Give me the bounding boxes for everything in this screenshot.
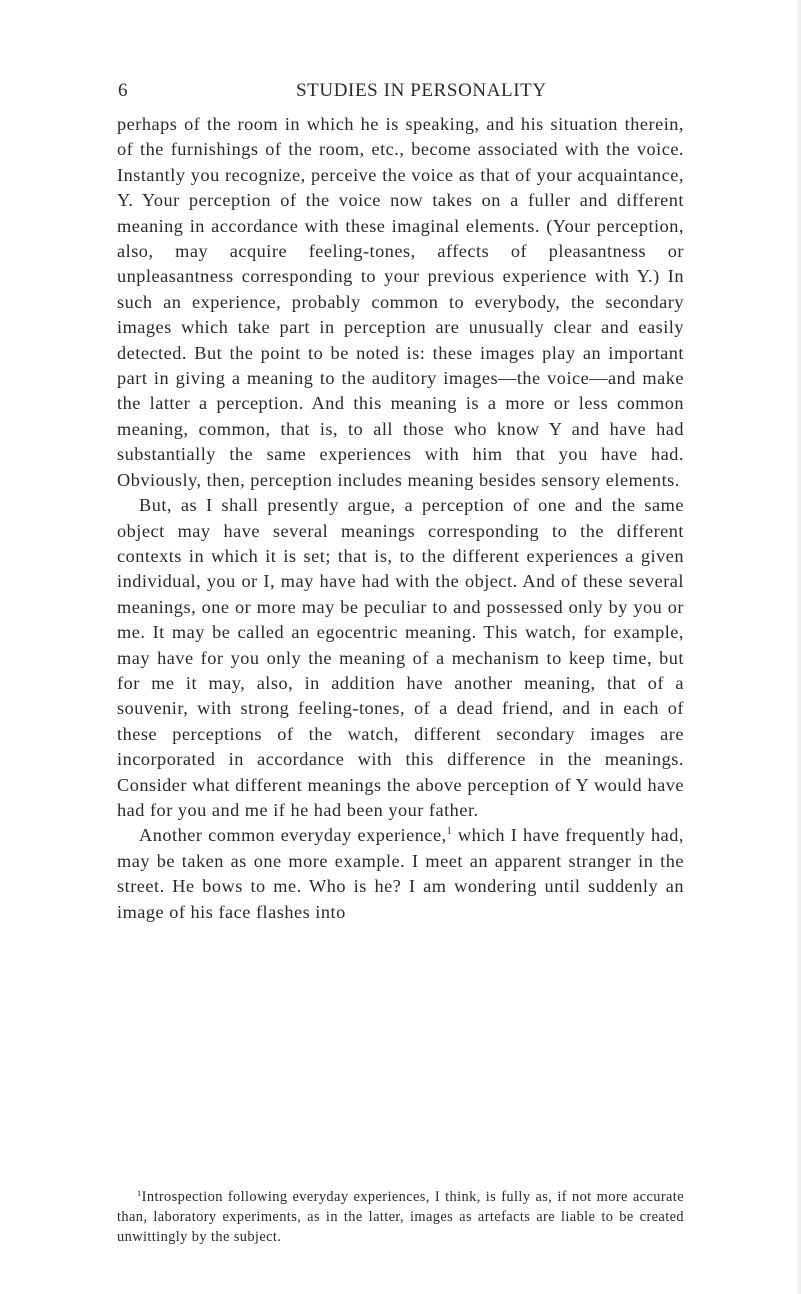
paragraph-3 [117,823,684,925]
paragraph-3-rest: which I have frequently had, may be taken as one more example. I meet an apparent stranger in the street. He bows to me. Who is he? I am wondering until suddenly an image of his face flashes into [117,825,684,922]
footnote-marker: 1 [137,1188,142,1198]
body-text [117,112,684,925]
footnote-text: Introspection following everyday experiences, I think, is fully as, if not more accurate than, laboratory experiments, as in the latter, images as artefacts are liable to be created unwittingly by the subject. [117,1189,684,1245]
page-number: 6 [118,80,128,101]
page-edge-shadow [795,0,801,1294]
paragraph-2: But, as I shall presently argue, a perception of one and the same object may have several meanings corresponding to the different contexts in which it is set; that is, to the different experiences a given individual, you or I, may have had with the object. And of these several meanings, one or more may be peculiar to and possessed only by you or me. It may be called an egocentric meaning. This watch, for example, may have for you only the meaning of a mechanism to keep time, but for me it may, also, in addition have another meaning, that of a souvenir, with strong feeling-tones, of a dead friend, and in each of these perceptions of the watch, different secondary images are incorporated in accordance with this difference in the meanings. Consider what different meanings the above perception of Y would have had for you and me if he had been your father. [117,495,684,820]
paragraph-3-start: Another common everyday experience, [139,825,447,846]
paragraph-1: perhaps of the room in which he is speaking, and his situation therein, of the furnishings of the room, etc., become associated with the voice. Instantly you recognize, perceive the voice as that of your acquaintance, Y. Your perception of the voice now takes on a fuller and different meaning in accordance with these imaginal elements. (Your perception, also, may acquire feeling-tones, affects of pleasantness or unpleasantness corresponding to your previous experience with Y.) In such an experience, probably common to everybody, the secondary images which take part in perception are unusually clear and easily detected. But the point to be noted is: these images play an important part in giving a meaning to the auditory images—the voice—and make the latter a perception. And this meaning is a more or less common meaning, common, that is, to all those who know Y and have had substantially the same experiences with him that you have had. Obviously, then, perception includes meaning besides sensory elements. [117,114,684,490]
footnote-reference: 1 [446,826,453,838]
footnote [117,1187,684,1247]
page-header [0,80,801,110]
running-head: STUDIES IN PERSONALITY [296,80,547,101]
